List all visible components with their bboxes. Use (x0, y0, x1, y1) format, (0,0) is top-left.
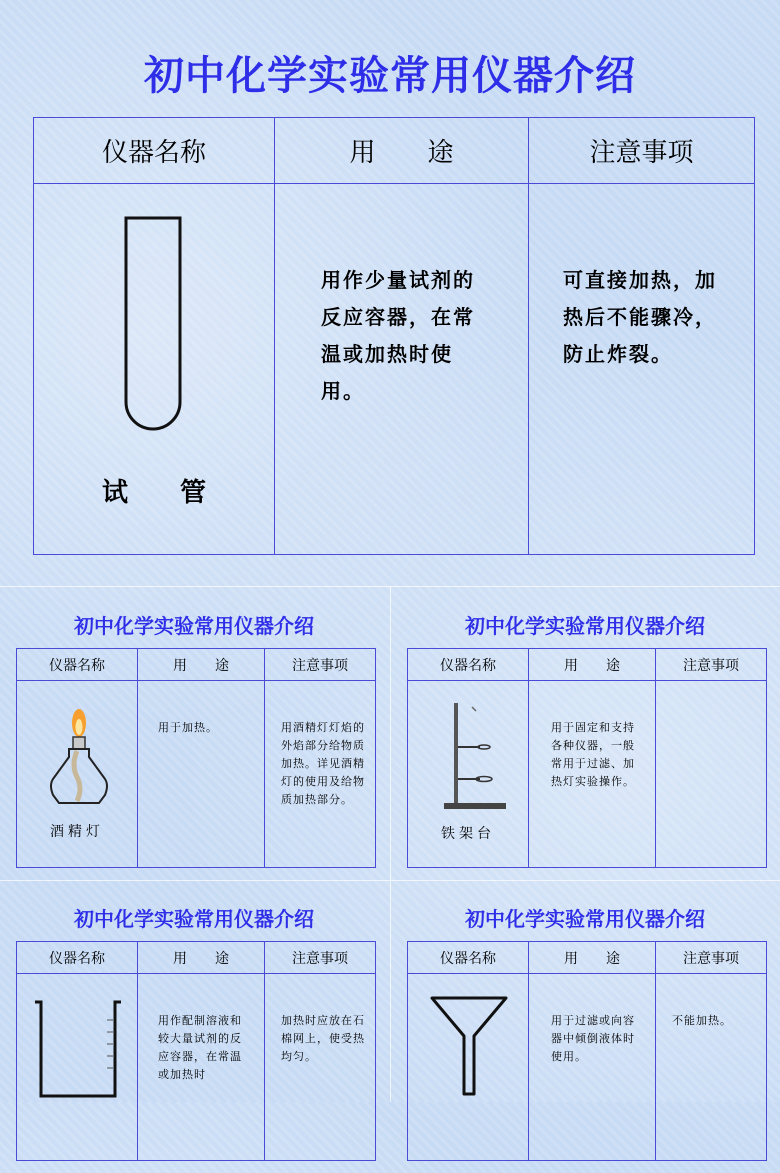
instrument-cell (17, 974, 138, 1161)
slide-title: 初中化学实验常用仪器介绍 (465, 907, 705, 931)
note-text: 可直接加热，加热后不能骤冷，防止炸裂。 (563, 268, 717, 366)
header-note: 注意事项 (265, 649, 376, 681)
use-cell (138, 974, 265, 1161)
note-cell (529, 184, 755, 555)
instrument-cell (408, 681, 529, 868)
header-name: 仪器名称 (17, 649, 138, 681)
slide-beaker (0, 883, 388, 1173)
header-name: 仪器名称 (17, 942, 138, 974)
use-cell (529, 974, 656, 1161)
use-text: 用作配制溶液和较大量试剂的反应容器，在常温或加热时 (158, 1014, 242, 1081)
note-text: 用酒精灯灯焰的外焰部分给物质加热。详见酒精灯的使用及给物质加热部分。 (281, 721, 365, 806)
header-note: 注意事项 (656, 942, 767, 974)
instrument-table (407, 941, 767, 1161)
beaker-icon (33, 1000, 123, 1100)
use-cell (275, 184, 529, 555)
page-title: 初中化学实验常用仪器介绍 (144, 53, 636, 99)
slide-alcohol-lamp (0, 590, 388, 880)
header-use: 用 途 (138, 942, 265, 974)
slide-title: 初中化学实验常用仪器介绍 (74, 907, 314, 931)
funnel-icon (428, 994, 510, 1104)
use-cell (138, 681, 265, 868)
instrument-table (33, 117, 755, 555)
header-use: 用 途 (138, 649, 265, 681)
instrument-cell (34, 184, 275, 555)
instrument-table (407, 648, 767, 868)
note-cell (265, 681, 376, 868)
note-text: 不能加热。 (672, 1014, 732, 1027)
iron-stand-icon (442, 701, 506, 813)
slide-title: 初中化学实验常用仪器介绍 (465, 614, 705, 638)
instrument-table (16, 648, 376, 868)
use-text: 用于过滤或向容器中倾倒液体时使用。 (551, 1014, 635, 1063)
use-cell (529, 681, 656, 868)
instrument-cell (17, 681, 138, 868)
header-note: 注意事项 (656, 649, 767, 681)
slide-iron-stand (391, 590, 779, 880)
header-name: 仪器名称 (34, 118, 275, 184)
note-cell (656, 974, 767, 1161)
header-use: 用 途 (529, 649, 656, 681)
header-use: 用 途 (275, 118, 529, 184)
note-text: 加热时应放在石棉网上，使受热均匀。 (281, 1014, 365, 1063)
instrument-name: 试 管 (101, 478, 206, 508)
slide-funnel (391, 883, 779, 1173)
alcohol-lamp-icon (47, 705, 111, 809)
test-tube-icon (122, 216, 186, 438)
header-note: 注意事项 (529, 118, 755, 184)
use-text: 用作少量试剂的反应容器，在常温或加热时使用。 (321, 268, 475, 403)
slide-title: 初中化学实验常用仪器介绍 (74, 614, 314, 638)
main-slide (0, 0, 780, 586)
header-note: 注意事项 (265, 942, 376, 974)
instrument-table (16, 941, 376, 1161)
header-name: 仪器名称 (408, 942, 529, 974)
note-cell (265, 974, 376, 1161)
header-use: 用 途 (529, 942, 656, 974)
instrument-name: 铁架台 (441, 826, 495, 842)
header-name: 仪器名称 (408, 649, 529, 681)
instrument-name: 酒精灯 (50, 824, 104, 840)
use-text: 用于固定和支持各种仪器，一般常用于过滤、加热灯实验操作。 (551, 721, 635, 788)
use-text: 用于加热。 (158, 721, 218, 734)
instrument-cell (408, 974, 529, 1161)
note-cell (656, 681, 767, 868)
